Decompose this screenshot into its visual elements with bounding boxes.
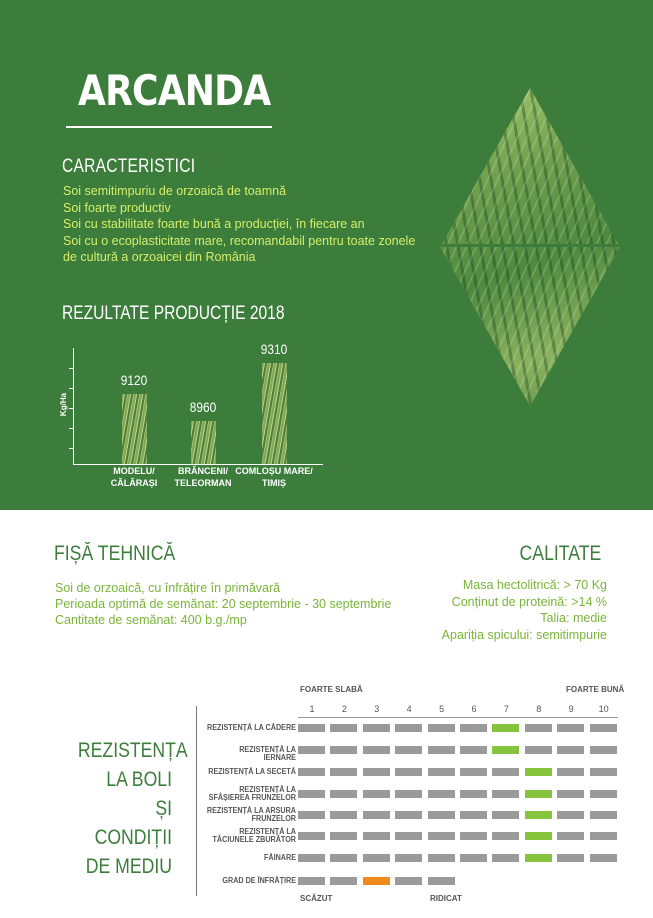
rating-segment (428, 832, 455, 840)
rating-segment (298, 854, 325, 862)
rating-segment (395, 811, 422, 819)
scale-number: 4 (406, 704, 412, 714)
calitate-item: Conținut de proteină: >14 % (451, 594, 607, 609)
y-tick (69, 408, 74, 409)
infratire-label: GRAD DE ÎNFRĂȚIRE (222, 876, 296, 885)
rating-segment (298, 832, 325, 840)
rating-segment (460, 811, 487, 819)
y-axis (73, 348, 74, 464)
rezistenta-heading-line: DE MEDIU (85, 855, 172, 878)
fisa-tehnica-heading: FIȘĂ TEHNICĂ (54, 542, 176, 565)
infratire-segment (395, 877, 422, 885)
rating-segment (557, 854, 584, 862)
rating-segment (363, 746, 390, 754)
rating-segment (557, 832, 584, 840)
caracteristici-item: Soi cu stabilitate foarte bună a producției, în fiecare an (63, 217, 365, 231)
infratire-segment (298, 877, 325, 885)
calitate-item: Apariția spicului: semitimpurie (441, 627, 607, 642)
rating-segment (330, 768, 357, 776)
rating-segment (557, 746, 584, 754)
scale-number: 2 (341, 704, 347, 714)
rating-segment (460, 746, 487, 754)
rating-row-label: REZISTENȚĂ LA IERNARE (239, 745, 296, 762)
fisa-item: Soi de orzoaică, cu înfrățire în primăvară (55, 581, 281, 595)
infratire-high-label: RIDICAT (430, 894, 462, 903)
caracteristici-item: Soi semitimpuriu de orzoaică de toamnă (63, 184, 287, 198)
rating-segment (330, 811, 357, 819)
production-bar-chart (50, 340, 320, 500)
category-label: BRĂNCENI/ TELEORMAN (174, 466, 232, 488)
rating-row-label: REZISTENȚĂ LA TĂCIUNELE ZBURĂTOR (212, 827, 296, 844)
rating-segment (557, 768, 584, 776)
rating-segment (557, 811, 584, 819)
rating-segment (298, 768, 325, 776)
variety-title: ARCANDA (78, 66, 271, 115)
rating-segment (395, 832, 422, 840)
rating-segment-active (525, 790, 552, 798)
rating-segment (460, 724, 487, 732)
scale-number: 8 (536, 704, 542, 714)
infratire-segment (330, 877, 357, 885)
rating-row-label: REZISTENȚĂ LA SFÂȘIEREA FRUNZELOR (208, 785, 296, 802)
rating-segment (428, 768, 455, 776)
rating-segment (492, 854, 519, 862)
rating-segment (395, 790, 422, 798)
rating-segment (590, 832, 617, 840)
rating-segment (557, 724, 584, 732)
rating-segment (460, 854, 487, 862)
title-underline (66, 126, 272, 128)
fisa-item: Cantitate de semănat: 400 b.g./mp (55, 613, 247, 627)
rating-segment (428, 790, 455, 798)
bar (262, 363, 287, 464)
y-tick (69, 448, 74, 449)
rating-segment-active (492, 746, 519, 754)
category-label: COMLOȘU MARE/ TIMIȘ (235, 466, 313, 488)
rating-segment (330, 746, 357, 754)
fisa-item: Perioada optimă de semănat: 20 septembrie - 30 septembrie (55, 597, 392, 611)
caracteristici-heading: CARACTERISTICI (62, 156, 196, 177)
rating-segment (363, 724, 390, 732)
rating-segment (395, 854, 422, 862)
rating-segment (460, 832, 487, 840)
rating-segment-active (525, 811, 552, 819)
diamond-divider (440, 244, 620, 247)
scale-number: 5 (439, 704, 445, 714)
y-axis-label: Kg/Ha (59, 392, 69, 417)
rating-segment (428, 746, 455, 754)
rating-segment (298, 724, 325, 732)
rating-segment (395, 768, 422, 776)
scale-high-label: FOARTE BUNĂ (566, 685, 625, 694)
rating-row-label: FĂINARE (263, 853, 296, 862)
rating-row-label: REZISTENȚĂ LA SECETĂ (208, 767, 296, 776)
infratire-segment-active (363, 877, 390, 885)
calitate-item: Masa hectolitrică: > 70 Kg (462, 578, 607, 592)
rating-segment (460, 768, 487, 776)
rating-row-label: REZISTENȚĂ LA ARSURA FRUNZELOR (206, 806, 296, 823)
rating-segment (557, 790, 584, 798)
bar-value-label: 9120 (120, 372, 148, 389)
rezistenta-heading-line: ȘI CONDIȚII (94, 797, 172, 849)
rating-segment-active (525, 768, 552, 776)
rating-segment (330, 724, 357, 732)
scale-number: 9 (568, 704, 574, 714)
rating-segment (525, 724, 552, 732)
y-tick (69, 428, 74, 429)
rating-segment (363, 790, 390, 798)
rating-segment (590, 746, 617, 754)
rating-segment (363, 854, 390, 862)
caracteristici-item: de cultură a orzoaicei din România (63, 250, 256, 264)
rating-segment (492, 768, 519, 776)
rating-segment (298, 790, 325, 798)
rezultate-heading: REZULTATE PRODUCȚIE 2018 (62, 303, 285, 324)
caracteristici-list (63, 183, 433, 266)
bar-value-label: 8960 (189, 398, 217, 415)
rating-segment (590, 768, 617, 776)
caracteristici-item: Soi foarte productiv (63, 200, 171, 215)
rating-segment (298, 811, 325, 819)
bar-value-label: 9310 (260, 340, 288, 357)
fisa-tehnica-list (55, 580, 391, 628)
scale-low-label: FOARTE SLABĂ (300, 685, 363, 694)
rating-segment-active (492, 724, 519, 732)
scale-number: 10 (598, 704, 609, 714)
rating-segment (492, 811, 519, 819)
rating-segment (590, 790, 617, 798)
scale-number: 7 (503, 704, 509, 714)
rating-row-label: REZISTENȚĂ LA CĂDERE (207, 723, 296, 732)
rating-segment (330, 854, 357, 862)
category-label: MODELU/ CĂLĂRAȘI (110, 466, 158, 488)
wheat-photo-diamond (440, 88, 620, 406)
bar (191, 421, 216, 464)
rating-segment (298, 746, 325, 754)
scale-number: 6 (471, 704, 477, 714)
rating-segment (363, 811, 390, 819)
rezistenta-heading (77, 736, 188, 881)
scale-rule (298, 717, 618, 718)
scale-number: 3 (374, 704, 380, 714)
rating-segment (428, 811, 455, 819)
rating-segment (363, 832, 390, 840)
rating-segment (590, 724, 617, 732)
caracteristici-item: Soi cu o ecoplasticitate mare, recomandabil pentru toate zonele (63, 233, 416, 248)
rating-segment (330, 790, 357, 798)
rating-segment (460, 790, 487, 798)
rating-segment (395, 724, 422, 732)
calitate-heading: CALITATE (519, 542, 601, 565)
calitate-list (442, 577, 607, 643)
rating-segment (590, 811, 617, 819)
calitate-item: Talia: medie (540, 611, 607, 625)
y-tick (69, 368, 74, 369)
rezistenta-heading-line: LA BOLI (106, 768, 172, 791)
rating-segment (395, 746, 422, 754)
rating-segment (590, 854, 617, 862)
rating-segment-active (525, 832, 552, 840)
rating-segment (428, 724, 455, 732)
rating-segment (492, 832, 519, 840)
rating-segment (363, 768, 390, 776)
scale-number: 1 (309, 704, 315, 714)
rating-segment (492, 790, 519, 798)
infratire-low-label: SCĂZUT (300, 894, 333, 903)
rating-segment (428, 854, 455, 862)
rating-segment (525, 746, 552, 754)
infratire-segment (428, 877, 455, 885)
y-tick (69, 388, 74, 389)
rezistenta-heading-line: REZISTENȚA (77, 739, 188, 762)
rating-segment (330, 832, 357, 840)
rating-segment-active (525, 854, 552, 862)
rating-divider (196, 706, 197, 896)
bar (122, 394, 147, 464)
